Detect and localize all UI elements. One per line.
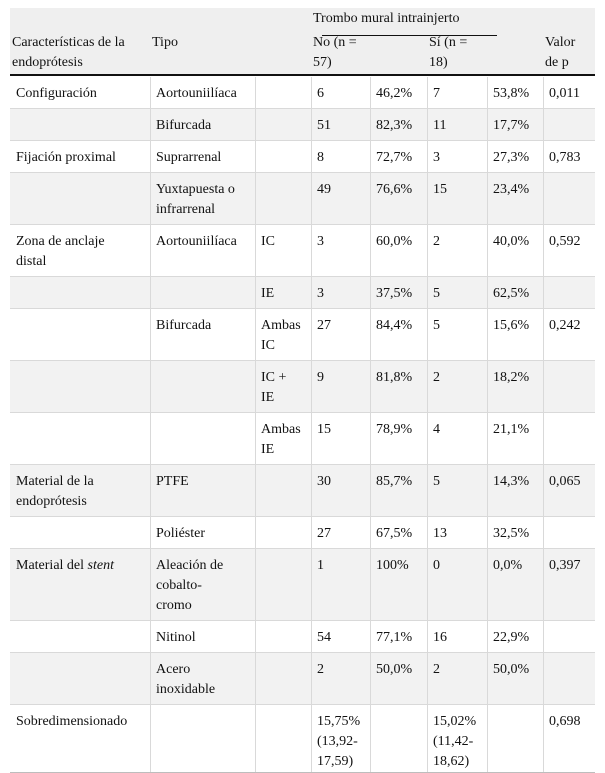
table-row bbox=[10, 109, 595, 141]
cell-subtype bbox=[261, 420, 311, 460]
cell-subtype bbox=[261, 232, 311, 252]
cell-yes-count-line: 16 bbox=[433, 630, 447, 645]
characteristic-italic-text: stent bbox=[87, 558, 114, 573]
cell-type-line: cromo bbox=[156, 598, 192, 613]
cell-no-count bbox=[317, 116, 372, 136]
cell-p-value: 0,065 bbox=[549, 474, 581, 489]
cell-no-count bbox=[317, 524, 372, 544]
column-divider bbox=[150, 309, 151, 360]
cell-no-count bbox=[317, 284, 372, 304]
cell-yes-percent: 27,3% bbox=[493, 150, 530, 165]
cell-yes-count bbox=[433, 180, 488, 200]
cell-yes-count-line: 2 bbox=[433, 662, 440, 677]
cell-type bbox=[156, 84, 252, 104]
cell-yes-count-line: 2 bbox=[433, 370, 440, 385]
col-type-header: Tipo bbox=[152, 35, 178, 50]
cell-no-count-line: (13,92- bbox=[317, 734, 358, 749]
cell-yes-percent: 53,8% bbox=[493, 86, 530, 101]
cell-type bbox=[156, 232, 252, 252]
table-row bbox=[10, 465, 595, 517]
cell-no-count-line: 27 bbox=[317, 318, 331, 333]
column-divider bbox=[311, 141, 312, 172]
cell-characteristic bbox=[16, 472, 154, 512]
cell-yes-count-line: 4 bbox=[433, 422, 440, 437]
column-divider bbox=[150, 621, 151, 652]
column-divider bbox=[255, 277, 256, 308]
cell-type bbox=[156, 660, 252, 700]
cell-yes-percent: 23,4% bbox=[493, 182, 530, 197]
cell-type bbox=[156, 148, 252, 168]
column-divider bbox=[255, 653, 256, 704]
cell-characteristic bbox=[16, 712, 154, 732]
table-row bbox=[10, 309, 595, 361]
cell-no-percent: 81,8% bbox=[376, 370, 413, 385]
table-row bbox=[10, 77, 595, 109]
column-divider bbox=[150, 361, 151, 412]
cell-yes-count bbox=[433, 116, 488, 136]
cell-yes-count bbox=[433, 232, 488, 252]
cell-type-line: Aleación de bbox=[156, 558, 224, 573]
cell-yes-count-line: 13 bbox=[433, 526, 447, 541]
cell-p-value: 0,397 bbox=[549, 558, 581, 573]
column-divider bbox=[255, 465, 256, 516]
cell-no-count-line: 15,75% bbox=[317, 714, 361, 729]
cell-type bbox=[156, 524, 252, 544]
column-divider bbox=[255, 549, 256, 620]
table-header bbox=[10, 8, 595, 76]
column-divider bbox=[311, 361, 312, 412]
cell-no-count bbox=[317, 628, 372, 648]
cell-type bbox=[156, 316, 252, 336]
cell-type-line: Yuxtapuesta o bbox=[156, 182, 235, 197]
cell-no-count-line: 3 bbox=[317, 286, 324, 301]
column-divider bbox=[255, 109, 256, 140]
cell-subtype-line: IC bbox=[261, 234, 275, 249]
cell-type-line: infrarrenal bbox=[156, 202, 216, 217]
column-divider bbox=[311, 225, 312, 276]
column-divider bbox=[427, 705, 428, 772]
cell-yes-count bbox=[433, 368, 488, 388]
cell-no-percent: 85,7% bbox=[376, 474, 413, 489]
column-divider bbox=[311, 109, 312, 140]
cell-no-count bbox=[317, 180, 372, 200]
cell-subtype-line: IC bbox=[261, 338, 275, 353]
cell-characteristic-line: Sobredimensionado bbox=[16, 714, 128, 729]
column-divider bbox=[255, 173, 256, 224]
column-divider bbox=[150, 413, 151, 464]
cell-type-line: Bifurcada bbox=[156, 318, 212, 333]
group-header: Trombo mural intrainjerto bbox=[313, 11, 460, 26]
cell-yes-percent: 18,2% bbox=[493, 370, 530, 385]
cell-yes-count bbox=[433, 472, 488, 492]
column-divider bbox=[543, 705, 544, 772]
table-body bbox=[10, 77, 595, 773]
column-divider bbox=[150, 517, 151, 548]
cell-p-value: 0,592 bbox=[549, 234, 581, 249]
column-divider bbox=[150, 173, 151, 224]
col-no-header: No (n = 57) bbox=[313, 35, 357, 70]
cell-no-percent: 77,1% bbox=[376, 630, 413, 645]
cell-no-count-line: 49 bbox=[317, 182, 331, 197]
cell-no-count bbox=[317, 556, 372, 576]
cell-characteristic-line: Configuración bbox=[16, 86, 97, 101]
cell-yes-percent: 32,5% bbox=[493, 526, 530, 541]
column-divider bbox=[255, 413, 256, 464]
cell-yes-percent: 40,0% bbox=[493, 234, 530, 249]
cell-no-percent: 46,2% bbox=[376, 86, 413, 101]
cell-no-percent: 50,0% bbox=[376, 662, 413, 677]
cell-yes-count-line: 15 bbox=[433, 182, 447, 197]
table-row bbox=[10, 225, 595, 277]
col-yes-header: Sí (n = 18) bbox=[429, 35, 468, 70]
cell-no-count bbox=[317, 232, 372, 252]
column-divider bbox=[255, 141, 256, 172]
column-divider bbox=[255, 705, 256, 772]
cell-type-line: Acero bbox=[156, 662, 191, 677]
cell-no-count-line: 8 bbox=[317, 150, 324, 165]
cell-no-percent: 84,4% bbox=[376, 318, 413, 333]
cell-no-count bbox=[317, 368, 372, 388]
cell-no-count bbox=[317, 84, 372, 104]
cell-no-count-line: 1 bbox=[317, 558, 324, 573]
cell-yes-count bbox=[433, 524, 488, 544]
column-divider bbox=[311, 549, 312, 620]
column-divider bbox=[311, 517, 312, 548]
cell-no-count-line: 54 bbox=[317, 630, 331, 645]
cell-subtype-line: Ambas bbox=[261, 422, 301, 437]
table-row bbox=[10, 413, 595, 465]
cell-type-line: Nitinol bbox=[156, 630, 196, 645]
table-row bbox=[10, 517, 595, 549]
table-row bbox=[10, 549, 595, 621]
column-divider bbox=[311, 277, 312, 308]
cell-characteristic-line: distal bbox=[16, 254, 47, 269]
cell-yes-count-line: 18,62) bbox=[433, 754, 470, 769]
cell-no-count-line: 15 bbox=[317, 422, 331, 437]
cell-yes-percent: 50,0% bbox=[493, 662, 530, 677]
cell-characteristic bbox=[16, 556, 154, 576]
cell-yes-count-line: 0 bbox=[433, 558, 440, 573]
column-divider bbox=[311, 705, 312, 772]
cell-yes-percent: 17,7% bbox=[493, 118, 530, 133]
col-characteristics-header: Características de la endoprótesis bbox=[12, 35, 125, 70]
cell-subtype bbox=[261, 316, 311, 356]
cell-subtype-line: IC + bbox=[261, 370, 287, 385]
cell-type-line: Aortouniilíaca bbox=[156, 86, 237, 101]
cell-type-line: Bifurcada bbox=[156, 118, 212, 133]
cell-no-percent: 67,5% bbox=[376, 526, 413, 541]
cell-subtype-line: IE bbox=[261, 390, 275, 405]
cell-yes-count bbox=[433, 628, 488, 648]
table-row bbox=[10, 621, 595, 653]
cell-type bbox=[156, 180, 252, 220]
cell-type bbox=[156, 556, 252, 616]
cell-no-count-line: 3 bbox=[317, 234, 324, 249]
table-row bbox=[10, 653, 595, 705]
cell-yes-count-line: 15,02% bbox=[433, 714, 477, 729]
cell-yes-percent: 0,0% bbox=[493, 558, 523, 573]
cell-no-percent: 72,7% bbox=[376, 150, 413, 165]
cell-yes-count-line: 7 bbox=[433, 86, 440, 101]
cell-yes-count-line: 5 bbox=[433, 474, 440, 489]
cell-no-count-line: 9 bbox=[317, 370, 324, 385]
column-divider bbox=[255, 77, 256, 108]
cell-type-line: Poliéster bbox=[156, 526, 205, 541]
col-p-header: Valor de p bbox=[545, 35, 576, 70]
table-row bbox=[10, 173, 595, 225]
cell-characteristic bbox=[16, 84, 154, 104]
cell-p-value: 0,783 bbox=[549, 150, 581, 165]
table-row bbox=[10, 361, 595, 413]
column-divider bbox=[255, 225, 256, 276]
cell-type-line: cobalto- bbox=[156, 578, 202, 593]
cell-yes-count bbox=[433, 284, 488, 304]
cell-yes-count-line: 5 bbox=[433, 286, 440, 301]
cell-no-count-line: 6 bbox=[317, 86, 324, 101]
cell-type bbox=[156, 628, 252, 648]
cell-yes-percent: 15,6% bbox=[493, 318, 530, 333]
column-divider bbox=[311, 309, 312, 360]
cell-subtype bbox=[261, 284, 311, 304]
cell-yes-count bbox=[433, 712, 488, 772]
cell-yes-percent: 22,9% bbox=[493, 630, 530, 645]
column-divider bbox=[150, 653, 151, 704]
cell-no-count bbox=[317, 472, 372, 492]
cell-no-percent: 78,9% bbox=[376, 422, 413, 437]
column-divider bbox=[311, 413, 312, 464]
table-row bbox=[10, 141, 595, 173]
cell-type-line: PTFE bbox=[156, 474, 189, 489]
cell-no-count bbox=[317, 712, 372, 772]
cell-no-count bbox=[317, 420, 372, 440]
cell-yes-count-line: 5 bbox=[433, 318, 440, 333]
cell-no-count bbox=[317, 316, 372, 336]
column-divider bbox=[311, 621, 312, 652]
column-divider bbox=[311, 653, 312, 704]
cell-yes-count bbox=[433, 148, 488, 168]
table-row bbox=[10, 705, 595, 773]
cell-p-value: 0,242 bbox=[549, 318, 581, 333]
data-table bbox=[10, 8, 595, 773]
cell-yes-count-line: 2 bbox=[433, 234, 440, 249]
cell-no-percent: 37,5% bbox=[376, 286, 413, 301]
column-divider bbox=[255, 361, 256, 412]
cell-yes-count bbox=[433, 316, 488, 336]
cell-characteristic bbox=[16, 148, 154, 168]
cell-no-count-line: 17,59) bbox=[317, 754, 354, 769]
cell-type-line: Aortouniilíaca bbox=[156, 234, 237, 249]
cell-no-count bbox=[317, 148, 372, 168]
column-divider bbox=[311, 173, 312, 224]
column-divider bbox=[150, 277, 151, 308]
cell-yes-count-line: (11,42- bbox=[433, 734, 474, 749]
cell-p-value: 0,698 bbox=[549, 714, 581, 729]
cell-characteristic-line: Fijación proximal bbox=[16, 150, 116, 165]
cell-characteristic-line: endoprótesis bbox=[16, 494, 87, 509]
cell-subtype-line: IE bbox=[261, 442, 275, 457]
cell-yes-count-line: 3 bbox=[433, 150, 440, 165]
column-divider bbox=[255, 309, 256, 360]
cell-yes-count bbox=[433, 84, 488, 104]
characteristic-text: Material del bbox=[16, 558, 88, 573]
cell-no-count-line: 30 bbox=[317, 474, 331, 489]
cell-subtype-line: IE bbox=[261, 286, 275, 301]
cell-yes-count bbox=[433, 660, 488, 680]
cell-yes-count bbox=[433, 420, 488, 440]
cell-characteristic bbox=[16, 232, 154, 272]
cell-no-count-line: 27 bbox=[317, 526, 331, 541]
cell-no-count-line: 2 bbox=[317, 662, 324, 677]
cell-subtype bbox=[261, 368, 311, 408]
cell-type bbox=[156, 472, 252, 492]
cell-yes-percent: 62,5% bbox=[493, 286, 530, 301]
cell-no-percent: 60,0% bbox=[376, 234, 413, 249]
cell-no-count-line: 51 bbox=[317, 118, 331, 133]
cell-no-count bbox=[317, 660, 372, 680]
cell-yes-count bbox=[433, 556, 488, 576]
table-row bbox=[10, 277, 595, 309]
cell-characteristic-line: Zona de anclaje bbox=[16, 234, 105, 249]
cell-yes-percent: 14,3% bbox=[493, 474, 530, 489]
column-divider bbox=[255, 621, 256, 652]
cell-type-line: inoxidable bbox=[156, 682, 216, 697]
cell-yes-percent: 21,1% bbox=[493, 422, 530, 437]
cell-no-percent: 76,6% bbox=[376, 182, 413, 197]
cell-type bbox=[156, 116, 252, 136]
cell-no-percent: 100% bbox=[376, 558, 409, 573]
cell-subtype-line: Ambas bbox=[261, 318, 301, 333]
cell-p-value: 0,011 bbox=[549, 86, 580, 101]
column-divider bbox=[311, 465, 312, 516]
cell-type-line: Suprarrenal bbox=[156, 150, 222, 165]
cell-no-percent: 82,3% bbox=[376, 118, 413, 133]
column-divider bbox=[150, 109, 151, 140]
cell-yes-count-line: 11 bbox=[433, 118, 447, 133]
column-divider bbox=[311, 77, 312, 108]
column-divider bbox=[255, 517, 256, 548]
cell-characteristic-line: Material de la bbox=[16, 474, 94, 489]
